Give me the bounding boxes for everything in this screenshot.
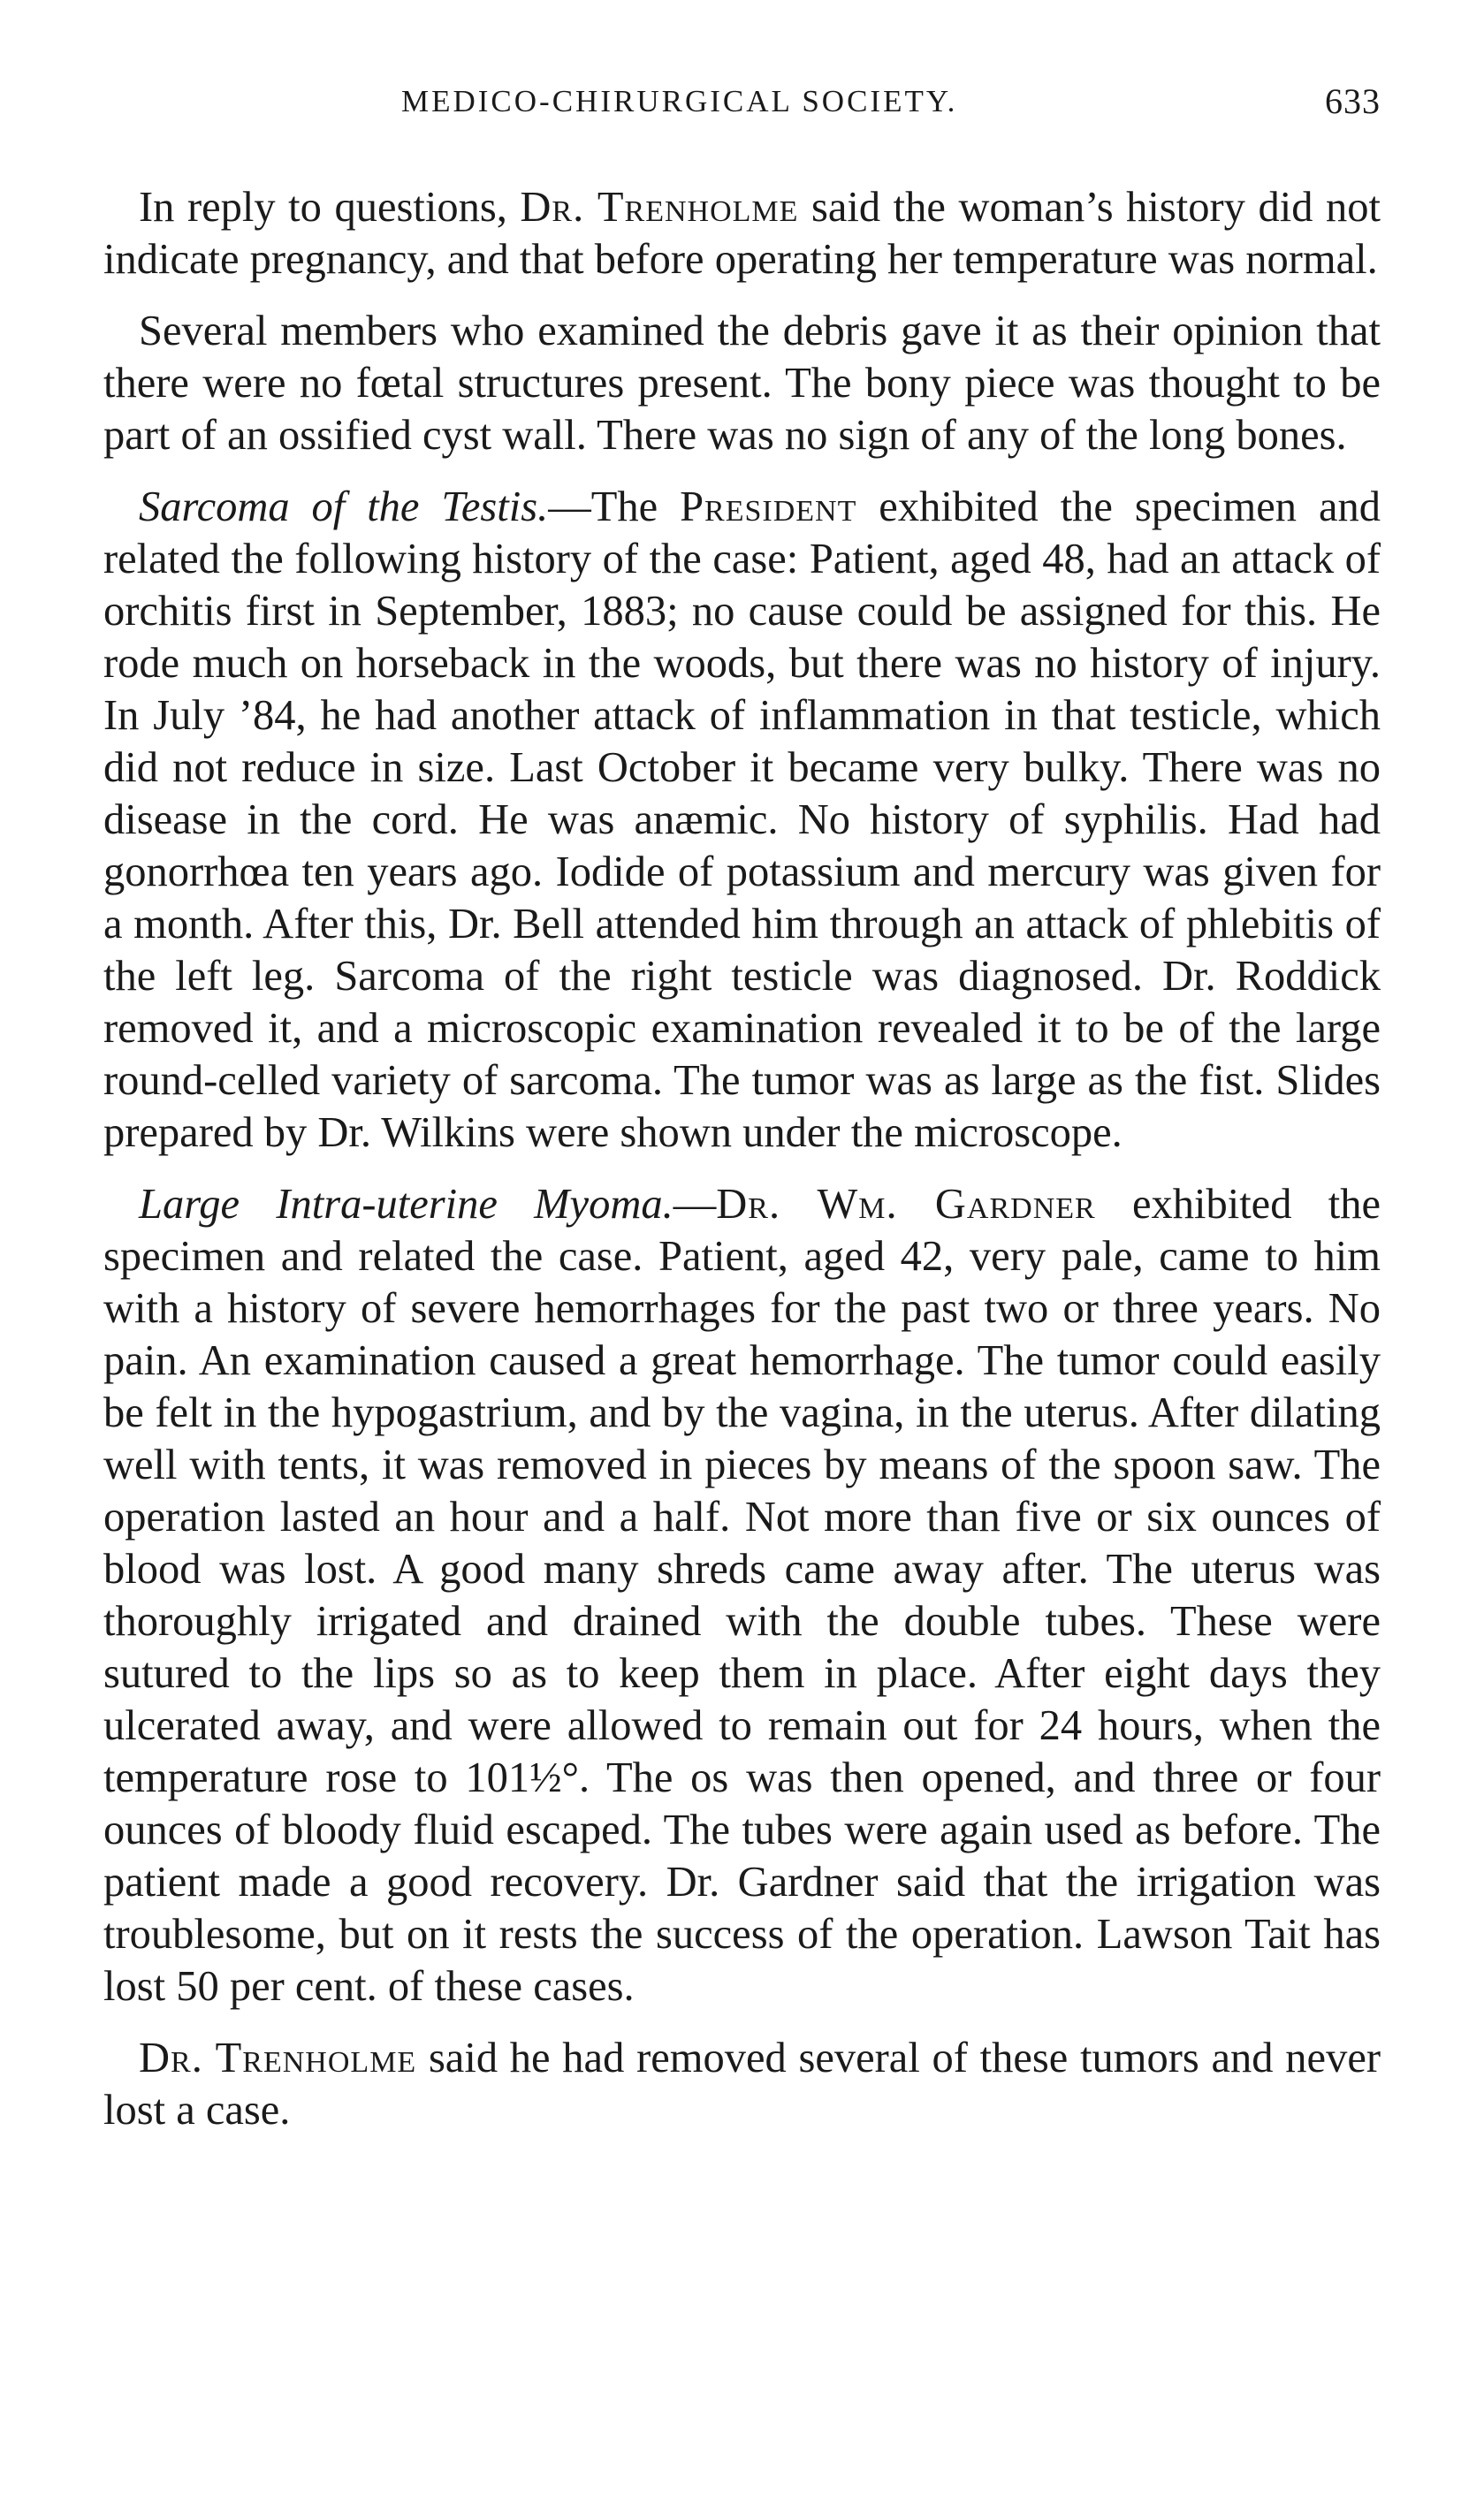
paragraph-sarcoma: [103, 481, 1381, 1159]
heading-dash: —: [673, 1181, 717, 1228]
section-heading: Large Intra-uterine Myoma.: [139, 1181, 674, 1228]
paragraph-myoma: [103, 1178, 1381, 2013]
document-page: [103, 81, 1381, 2156]
degree-sign: °: [561, 1754, 579, 1801]
heading-dash: —The: [548, 483, 681, 530]
speaker-name: Dr. Trenholme: [520, 184, 799, 231]
paragraph-reply: [103, 181, 1381, 285]
paragraph-debris: [103, 305, 1381, 461]
paragraph-trenholme: [103, 2032, 1381, 2136]
paragraph-text: exhibited the specimen and related the case. Patient, aged 42, very pale, came to him with a history of severe hemorrhages for the past two or three years. No pain. An examination caused a great hemorrhage. The tumor could easily be felt in the hypogastrium, and by the vagina, in the uterus. After dilating well with tents, it was removed in pieces by means of the spoon saw. The operation lasted an hour and a half. Not more than five or six ounces of blood was lost. A good many shreds came away after. The uterus was thoroughly irrigated and drained with the double tubes. These were sutured to the lips so as to keep them in place. After eight days they ulcerated away, and were allowed to remain out for 24 hours, when the temperature rose to 101: [103, 1181, 1381, 1801]
paragraph-text: Several members who examined the debris gave it as their opinion that there were no fœtal structures present. The bony piece was thought to be part of an ossified cyst wall. There was no sign of any of the long bones.: [103, 308, 1381, 459]
speaker-name: Dr. Wm. Gardner: [716, 1181, 1096, 1228]
running-head: [103, 81, 1381, 146]
running-title: MEDICO-CHIRURGICAL SOCIETY.: [401, 84, 958, 118]
page-number: 633: [1325, 81, 1381, 121]
section-heading: Sarcoma of the Testis.: [139, 483, 549, 530]
paragraph-lead: In reply to questions,: [139, 184, 521, 231]
speaker-name: Dr. Trenholme: [139, 2035, 417, 2081]
paragraph-text: said the woman’s history did not indicate pregnancy, and that before operating her temperature was normal.: [103, 184, 1381, 283]
temperature-fraction: ½: [529, 1754, 562, 1801]
paragraph-text: said he had removed several of these tumors and never lost a case.: [103, 2035, 1381, 2134]
speaker-name: President: [680, 483, 857, 530]
paragraph-text: exhibited the specimen and related the following history of the case: Patient, aged 48, had an attack of orchitis first in September, 1883; no cause could be assigned for this. He rode much on horseback in the woods, but there was no history of injury. In July ’84, he had another attack of inflammation in that testicle, which did not reduce in size. Last October it became very bulky. There was no disease in the cord. He was anæmic. No history of syphilis. Had had gonorrhœa ten years ago. Iodide of potassium and mercury was given for a month. After this, Dr. Bell attended him through an attack of phlebitis of the left leg. Sarcoma of the right testicle was diagnosed. Dr. Roddick removed it, and a microscopic examination revealed it to be of the large round-celled variety of sarcoma. The tumor was as large as the fist. Slides prepared by Dr. Wilkins were shown under the microscope.: [103, 483, 1381, 1156]
paragraph-text-continued: . The os was then opened, and three or four ounces of bloody fluid escaped. The tubes were again used as before. The patient made a good recovery. Dr. Gardner said that the irrigation was troublesome, but on it rests the success of the operation. Lawson Tait has lost 50 per cent. of these cases.: [103, 1754, 1381, 2010]
